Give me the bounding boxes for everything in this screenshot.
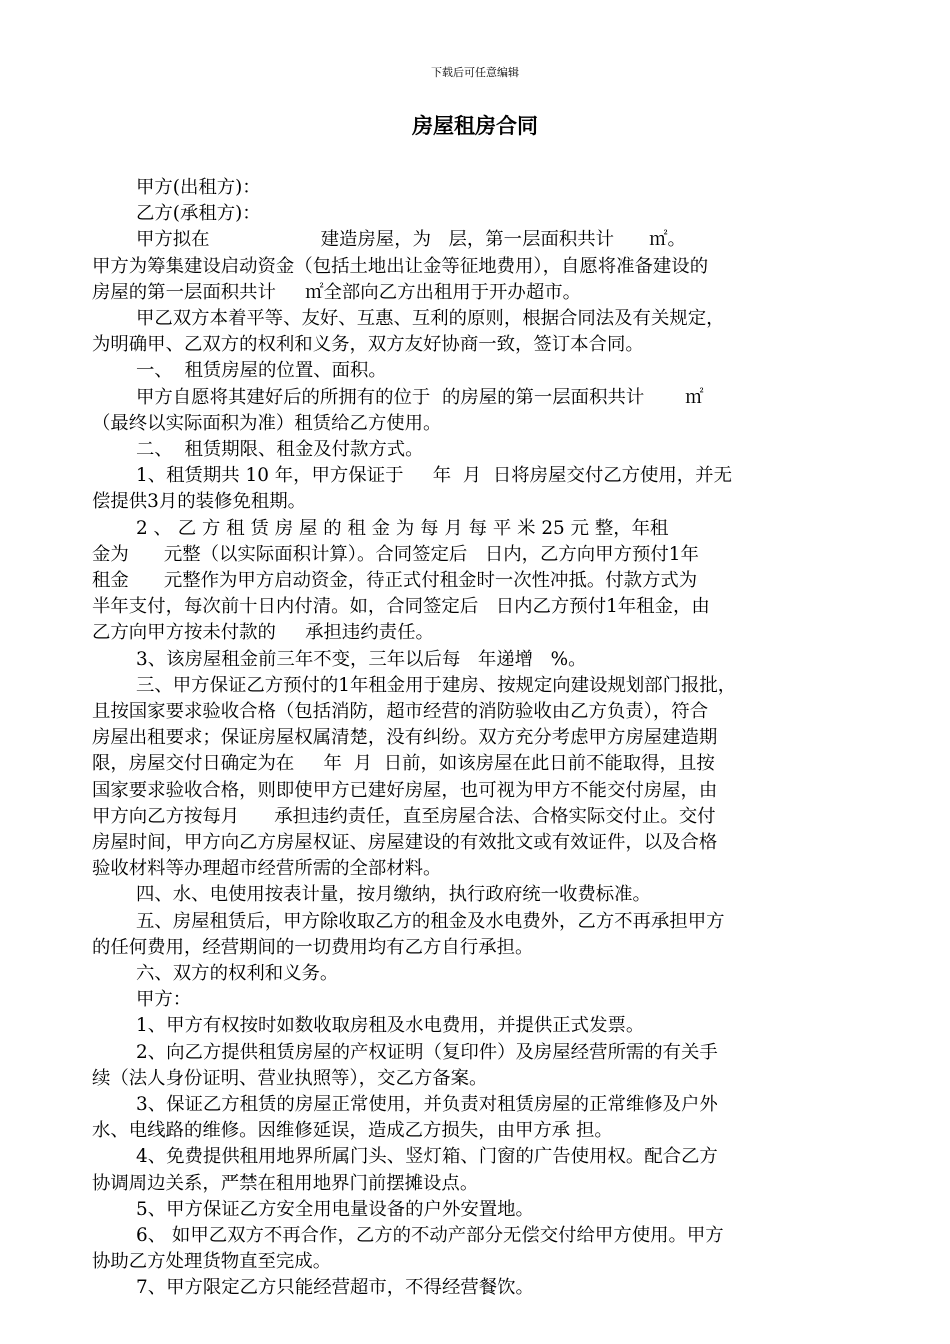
text-line: 为明确甲、乙双方的权利和义务，双方友好协商一致，签订本合同。 [92,334,644,356]
text-line: 续（法人身份证明、营业执照等），交乙方备案。 [92,1067,488,1089]
text-line: 五、房屋租赁后，甲方除收取乙方的租金及水电费外，乙方不再承担甲方 [136,910,725,932]
text-line: 甲方为筹集建设启动资金（包括土地出让金等征地费用），自愿将准备建设的 [92,255,709,277]
text-line: 二、 租赁期限、租金及付款方式。 [136,439,424,460]
text-line: 7、甲方限定乙方只能经营超市，不得经营餐饮。 [136,1277,534,1299]
text-line: 的任何费用，经营期间的一切费用均有乙方自行承担。 [92,936,534,958]
text-line: 甲方拟在 建造房屋，为 层，第一层面积共计 ㎡。 [136,229,686,251]
text-line: 协调周边关系，严禁在租用地界门前摆摊设点。 [92,1172,479,1194]
text-line: 3、该房屋租金前三年不变，三年以后每 年递增 %。 [136,648,587,670]
text-line: 限，房屋交付日确定为在 年 月 日前，如该房屋在此日前不能取得，且按 [92,753,715,775]
text-line: 三、甲方保证乙方预付的1年租金用于建房、按规定向建设规划部门报批， [136,674,737,696]
text-line: 水、电线路的维修。因维修延误，造成乙方损失，由甲方承 担。 [92,1120,613,1142]
text-line: 金为 元整（以实际面积计算）。合同签定后 日内，乙方向甲方预付1年 [92,543,699,565]
text-line: 6、 如甲乙双方不再合作，乙方的不动产部分无偿交付给甲方使用。甲方 [136,1225,724,1246]
text-line: 验收材料等办理超市经营所需的全部材料。 [92,858,442,880]
text-line: 半年支付，每次前十日内付清。如，合同签定后 日内乙方预付1年租金，由 [92,596,710,618]
text-line: （最终以实际面积为准）租赁给乙方使用。 [92,412,442,434]
text-line: 1、租赁期共 10 年，甲方保证于 年 月 日将房屋交付乙方使用，并无 [136,465,732,487]
text-line: 且按国家要求验收合格（包括消防，超市经营的消防验收由乙方负责），符合 [92,701,709,722]
text-line: 一、 租赁房屋的位置、面积。 [136,360,387,382]
text-line: 房屋出租要求；保证房屋权属清楚，没有纠纷。双方充分考虑甲方房屋建造期 [92,727,718,749]
text-line: 1、甲方有权按时如数收取房租及水电费用，并提供正式发票。 [136,1015,645,1037]
text-line: 乙方(承租方)： [136,203,261,225]
header-note: 下载后可任意编辑 [431,66,519,79]
text-line: 乙方向甲方按未付款的 承担违约责任。 [92,622,434,644]
text-line: 甲方(出租方)： [136,177,261,198]
text-line: 房屋时间，甲方向乙方房屋权证、房屋建设的有效批文或有效证件，以及合格 [92,832,718,853]
text-line: 2 、 乙 方 租 赁 房 屋 的 租 金 为 每 月 每 平 米 25 元 整，年租 [136,517,669,539]
text-line: 甲方： [136,989,192,1011]
text-line: 四、水、电使用按表计量，按月缴纳，执行政府统一收费标准。 [136,884,651,906]
page-title: 房屋租房合同 [412,113,538,138]
text-line: 协助乙方处理货物直至完成。 [92,1251,332,1273]
text-line: 4、免费提供租用地界所属门头、竖灯箱、门窗的广告使用权。配合乙方 [136,1146,718,1168]
text-line: 六、双方的权利和义务。 [136,963,339,984]
text-line: 偿提供3月的装修免租期。 [92,491,306,513]
text-line: 3、保证乙方租赁的房屋正常使用，并负责对租赁房屋的正常维修及户外 [136,1094,718,1115]
text-line: 房屋的第一层面积共计 ㎡全部向乙方出租用于开办超市。 [92,281,581,303]
text-line: 甲方自愿将其建好后的所拥有的位于 的房屋的第一层面积共计 ㎡ [136,386,704,408]
text-line: 国家要求验收合格，则即使甲方已建好房屋，也可视为甲方不能交付房屋，由 [92,779,718,801]
text-line: 租金 元整作为甲方启动资金，待正式付租金时一次性冲抵。付款方式为 [92,570,698,591]
text-line: 甲乙双方本着平等、友好、互惠、互利的原则，根据合同法及有关规定， [136,308,725,329]
text-line: 2、向乙方提供租赁房屋的产权证明（复印件）及房屋经营所需的有关手 [136,1041,718,1063]
text-line: 5、甲方保证乙方安全用电量设备的户外安置地。 [136,1198,534,1220]
text-line: 甲方向乙方按每月 承担违约责任，直至房屋合法、合格实际交付止。交付 [92,805,716,827]
